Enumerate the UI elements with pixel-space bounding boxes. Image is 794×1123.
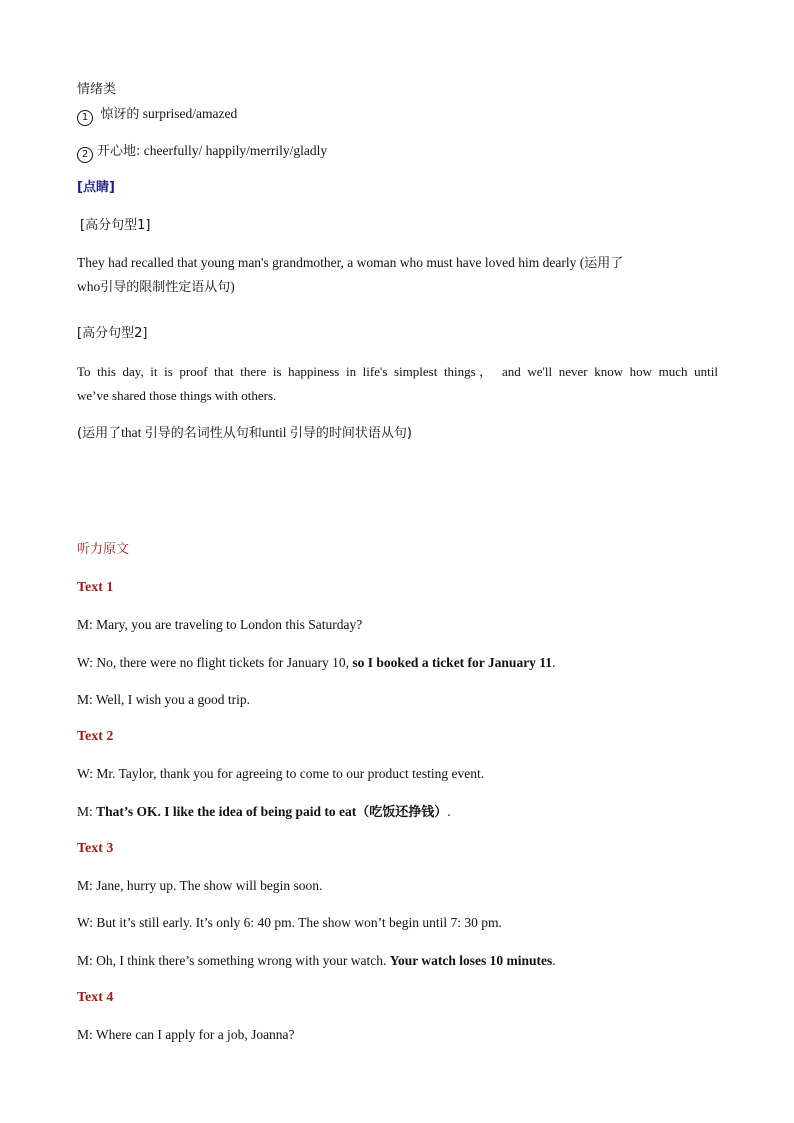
vocab-item-1 [77, 105, 718, 126]
text-3-line-3-plain: M: Oh, I think there’s something wrong with your watch. [77, 953, 387, 968]
text-2-line-2-bold-zh: （吃饭还挣钱） [356, 805, 448, 820]
pattern-2-note-end: 引导的时间状语从句) [289, 426, 412, 441]
vocab-item-2 [77, 142, 718, 163]
text-1-line-2-bold: so I booked a ticket for January 11 [352, 655, 553, 670]
vocab-item-1-en: surprised/amazed [142, 106, 238, 121]
text-2-line-2 [77, 803, 718, 822]
text-2-line-2-bold: That’s OK. I like the idea of being paid to eat [96, 804, 357, 819]
pattern-1-label: [高分句型1] [80, 218, 151, 233]
text-3-line-3 [77, 952, 718, 970]
vocab-item-2-zh: 开心地: [97, 144, 141, 159]
pattern-2-label: [高分句型2] [77, 326, 148, 341]
text-1-line-1: M: Mary, you are traveling to London this Saturday? [77, 617, 363, 632]
pattern-1-clause-type: 引导的限制性定语从句 [100, 280, 231, 295]
pattern-1-note-zh: 运用了 [584, 256, 624, 271]
text-1-line-2-plain: W: No, there were no flight tickets for January 10, [77, 655, 350, 670]
pattern-2-note [77, 424, 718, 443]
pattern-2-sentence-line-1: To this day, it is proof that there is happiness in life's simplest things， and we'll never know how much until [77, 364, 718, 379]
text-2-line-1: W: Mr. Taylor, thank you for agreeing to come to our product testing event. [77, 766, 485, 781]
text-1-heading: Text 1 [77, 580, 114, 595]
text-2-line-2-plain: M: [77, 804, 93, 819]
pattern-2-sentence-line-2: we’ve shared those things with others. [77, 388, 277, 403]
text-2-heading: Text 2 [77, 729, 114, 744]
text-4-line-1: M: Where can I apply for a job, Joanna? [77, 1027, 295, 1042]
listening-title: 听力原文 [77, 542, 130, 557]
text-3-line-3-tail: . [552, 953, 556, 968]
pattern-2-note-that: that [121, 425, 142, 440]
pattern-2-note-until: until [261, 425, 287, 440]
pattern-1-who: who [77, 279, 101, 294]
vocab-item-2-en: cheerfully/ happily/merrily/gladly [143, 143, 328, 158]
vocab-item-1-zh: 惊讶的 [100, 107, 140, 122]
text-2-line-2-tail: . [447, 804, 451, 819]
highlight-title: [点睛] [77, 180, 115, 195]
text-3-line-1: M: Jane, hurry up. The show will begin soon. [77, 878, 323, 893]
vocab-category: 情绪类 [77, 82, 117, 97]
text-3-line-3-bold: Your watch loses 10 minutes [389, 953, 553, 968]
text-1-line-2 [77, 654, 718, 672]
pattern-1-close-paren: ) [230, 279, 235, 294]
circled-number-1: 1 [77, 110, 93, 126]
text-1-line-2-tail: . [552, 655, 556, 670]
pattern-1-sentence-en: They had recalled that young man's grandmother, a woman who must have loved him dearly ( [77, 255, 585, 270]
circled-number-2: 2 [77, 147, 93, 163]
pattern-2-note-open: (运用了 [77, 426, 122, 441]
text-3-line-2: W: But it’s still early. It’s only 6: 40 pm. The show won’t begin until 7: 30 pm. [77, 915, 502, 930]
pattern-1-sentence-line-2 [77, 278, 718, 297]
pattern-1-sentence-line-1 [77, 254, 718, 273]
text-3-heading: Text 3 [77, 841, 114, 856]
pattern-2-note-mid: 引导的名词性从句和 [144, 426, 262, 441]
text-4-heading: Text 4 [77, 990, 114, 1005]
text-1-line-3: M: Well, I wish you a good trip. [77, 692, 251, 707]
